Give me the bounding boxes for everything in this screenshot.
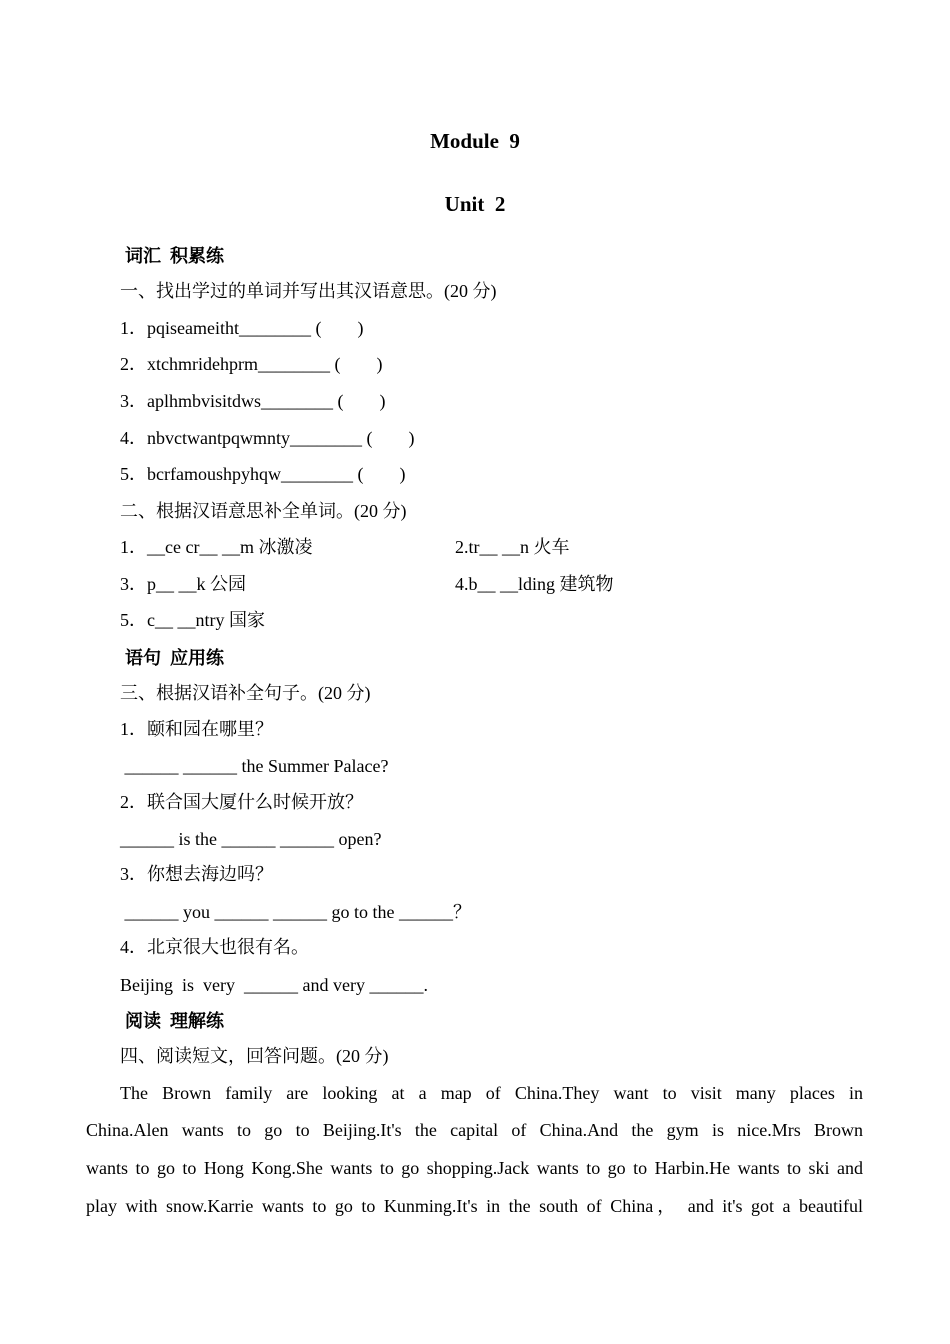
q2-instruction: 二、根据汉语意思补全单词。(20 分) — [120, 501, 407, 521]
unit-title: Unit 2 — [444, 192, 506, 216]
passage-line-4: play with snow.Karrie wants to go to Kunming.It's in the south of China， and it's got a beautiful — [86, 1196, 863, 1216]
section-title-sentence: 语句 应用练 — [125, 648, 224, 668]
q3-item-1-en: ______ ______ the Summer Palace? — [120, 756, 389, 776]
module-title: Module 9 — [430, 129, 520, 153]
q4-instruction: 四、阅读短文，回答问题。(20 分) — [120, 1046, 389, 1066]
q2-item-3: 3．p__ __k 公园 — [120, 574, 246, 594]
q2-item-5: 5．c__ __ntry 国家 — [120, 610, 265, 630]
q2-item-1: 1．__ce cr__ __m 冰激凌 — [120, 537, 313, 557]
q3-item-1-cn: 1．颐和园在哪里？ — [120, 719, 273, 739]
q1-item-2: 2．xtchmridehprm________ ( ) — [120, 354, 383, 374]
q1-item-1: 1．pqiseameitht________ ( ) — [120, 318, 364, 338]
passage-line-1: The Brown family are looking at a map of China.They want to visit many places in — [120, 1083, 863, 1103]
passage-line-2: China.Alen wants to go to Beijing.It's the capital of China.And the gym is nice.Mrs Brown — [86, 1120, 863, 1140]
q3-item-2-cn: 2．联合国大厦什么时候开放？ — [120, 792, 363, 812]
section-title-vocab: 词汇 积累练 — [125, 246, 224, 266]
q3-item-3-en: ______ you ______ ______ go to the ______？ — [120, 902, 471, 922]
q1-item-3: 3．aplhmbvisitdws________ ( ) — [120, 391, 386, 411]
q1-item-5: 5．bcrfamoushpyhqw________ ( ) — [120, 464, 406, 484]
q3-item-4-en: Beijing is very ______ and very ______. — [120, 975, 428, 995]
q1-item-4: 4．nbvctwantpqwmnty________ ( ) — [120, 428, 415, 448]
passage-line-3: wants to go to Hong Kong.She wants to go shopping.Jack wants to go to Harbin.He wants to ski and — [86, 1158, 863, 1178]
section-title-reading: 阅读 理解练 — [125, 1011, 224, 1031]
q2-item-4: 4.b__ __lding 建筑物 — [455, 574, 614, 594]
q3-item-2-en: ______ is the ______ ______ open? — [120, 829, 382, 849]
q3-instruction: 三、根据汉语补全句子。(20 分) — [120, 683, 371, 703]
q3-item-3-cn: 3．你想去海边吗？ — [120, 864, 273, 884]
q2-item-2: 2.tr__ __n 火车 — [455, 537, 570, 557]
q1-instruction: 一、找出学过的单词并写出其汉语意思。(20 分) — [120, 281, 497, 301]
q3-item-4-cn: 4．北京很大也很有名。 — [120, 937, 309, 957]
